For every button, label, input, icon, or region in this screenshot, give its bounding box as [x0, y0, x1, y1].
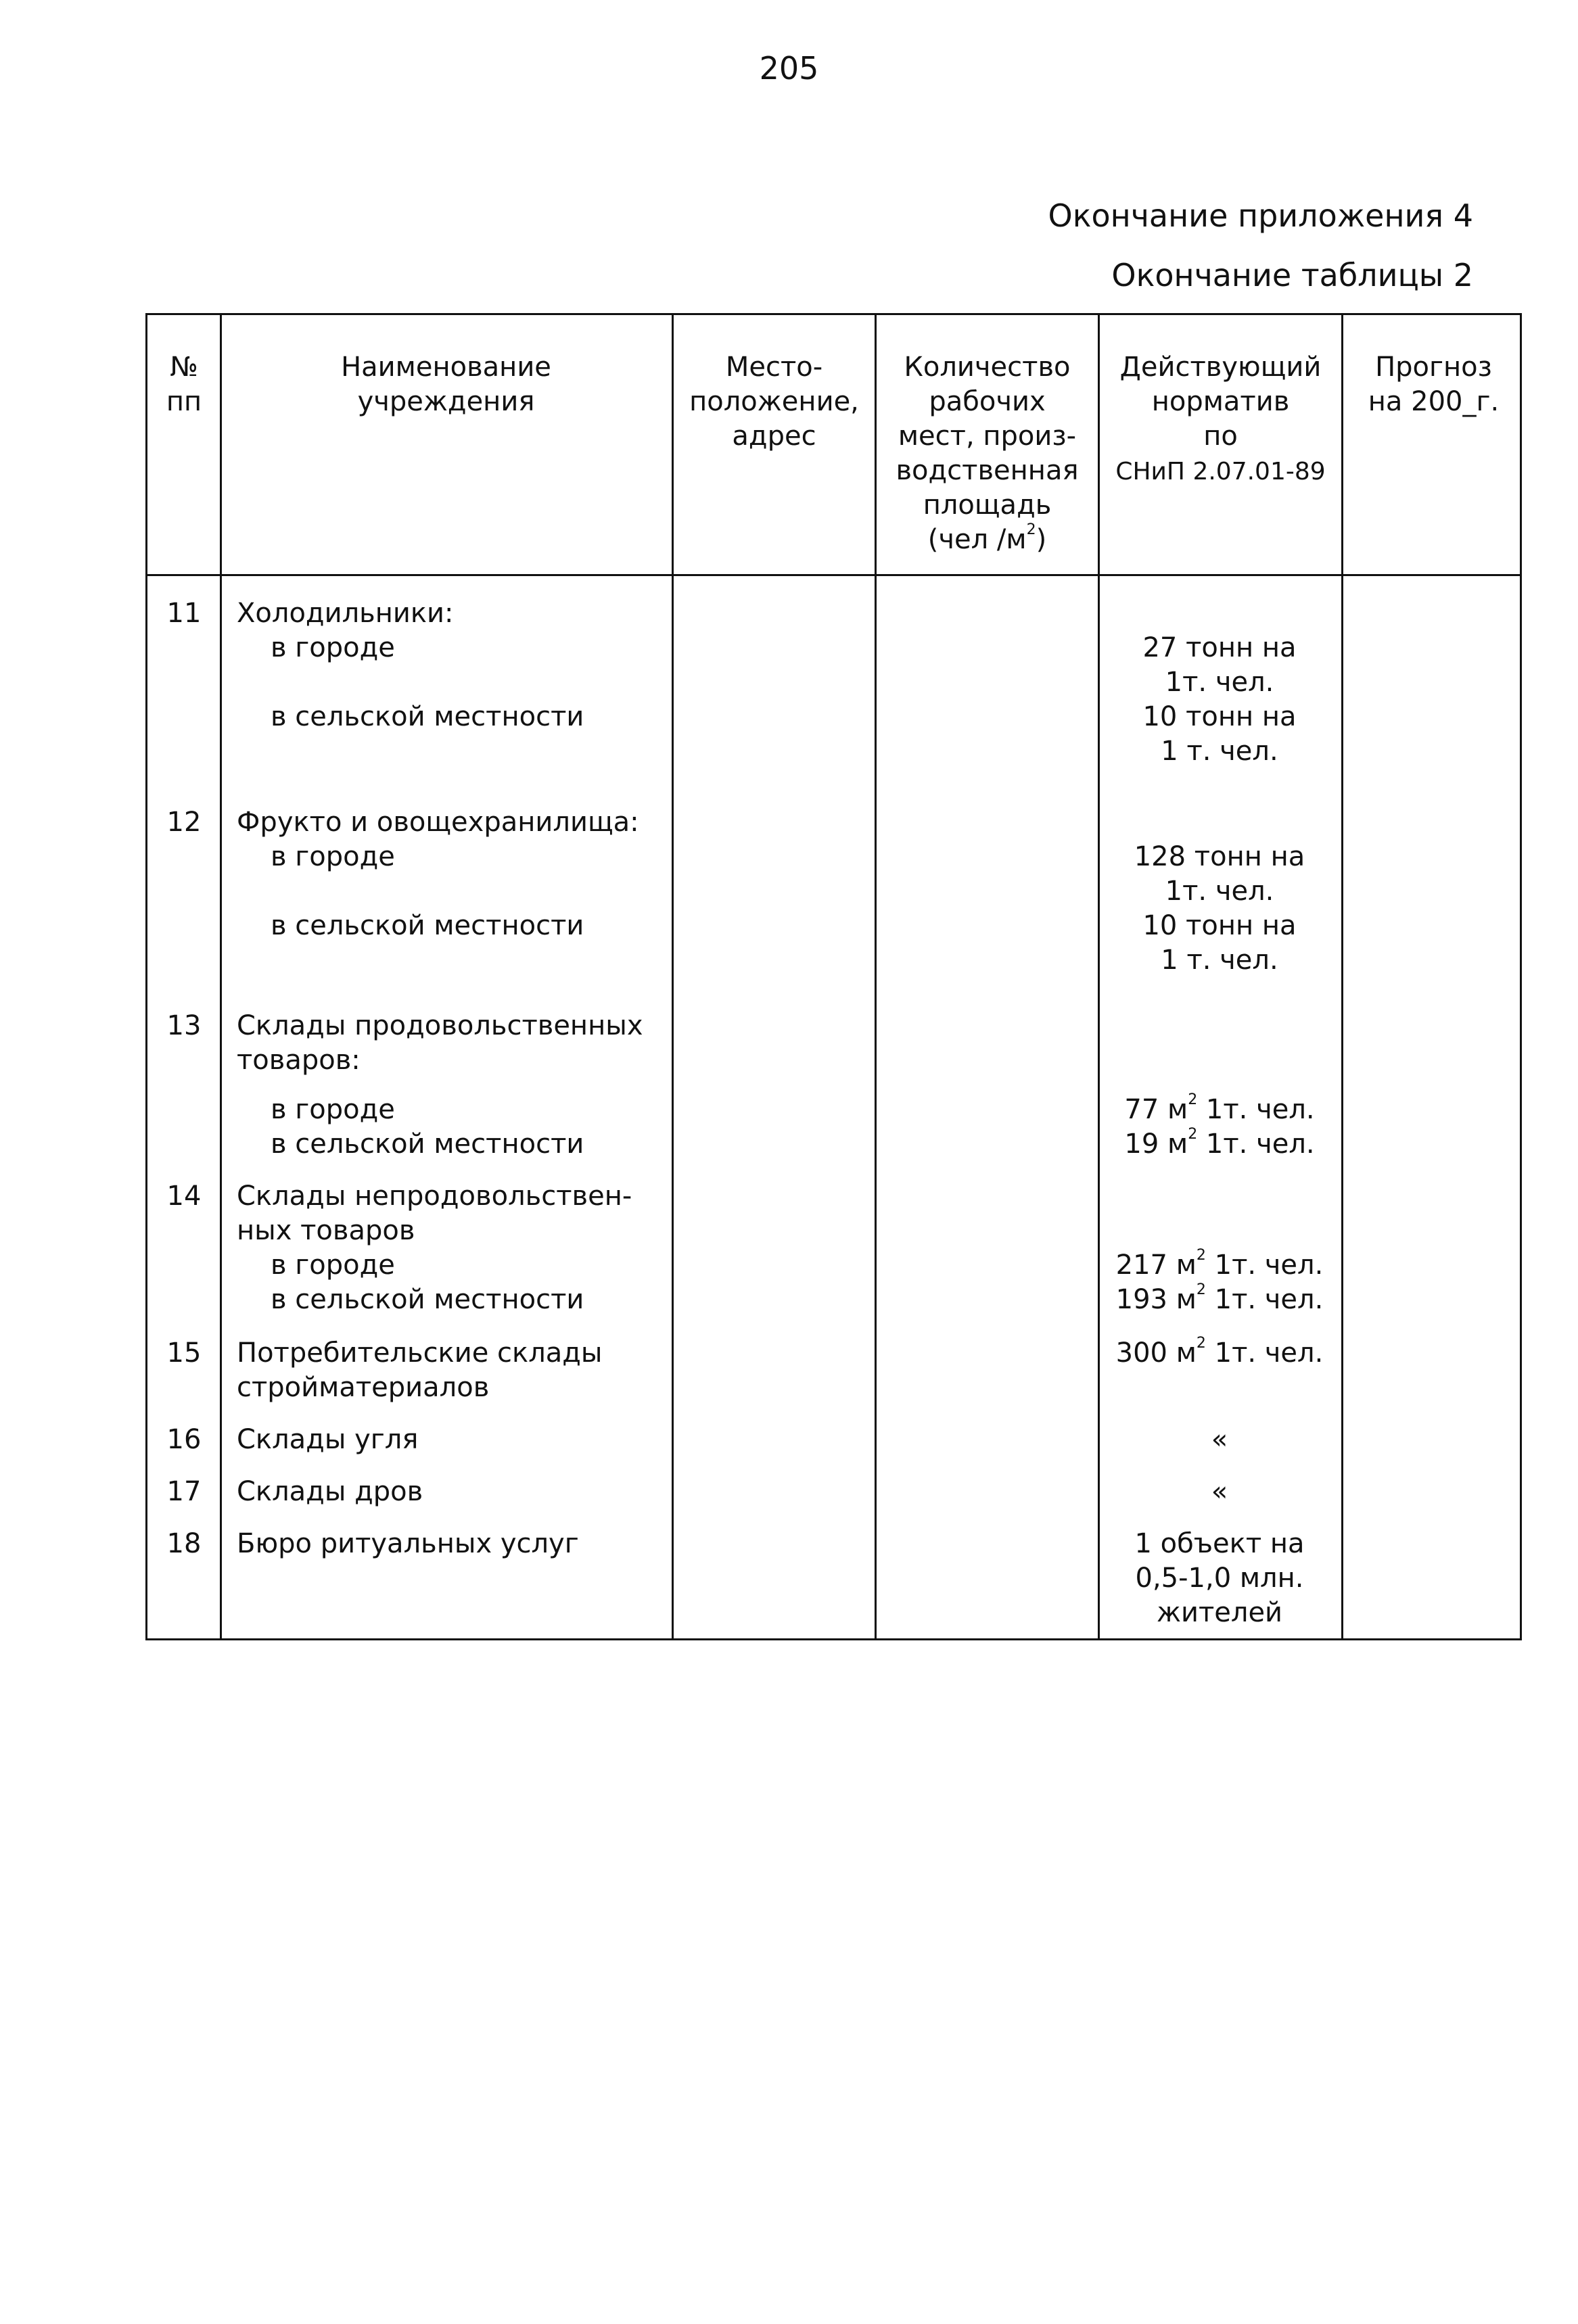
row-title-cont: стройматериалов [237, 1372, 490, 1403]
norm-sup: 2 [1196, 1281, 1206, 1299]
norm-sup: 2 [1188, 1091, 1198, 1109]
header-jobs-sup: 2 [1026, 521, 1036, 539]
row-norm-ditto: « [1211, 1476, 1228, 1507]
appendix-heading: Окончание приложения 4 [1048, 197, 1473, 234]
row-norm [1098, 1336, 1341, 1371]
norm-unit: 1т. чел. [1197, 1094, 1315, 1125]
norm-line: 1т. чел. [1165, 667, 1274, 698]
row-name: Склады угля [237, 1424, 419, 1455]
row-sub-city: в городе [271, 1094, 395, 1125]
norm-unit: 1т. чел. [1205, 1337, 1324, 1369]
row-name [237, 1179, 676, 1317]
header-jobs-text: Количество рабочих мест, произ- водственная площадь (чел /м [896, 352, 1079, 555]
row-number: 12 [166, 807, 202, 838]
table-heading: Окончание таблицы 2 [1111, 257, 1473, 293]
norm-line: 1т. чел. [1165, 876, 1274, 907]
row-title: Склады непродовольствен- [237, 1181, 632, 1212]
norm-line [1098, 1248, 1341, 1283]
row-title-cont: ных товаров [237, 1215, 415, 1246]
norm-value: 193 м [1115, 1284, 1197, 1315]
norm-value: 77 м [1124, 1094, 1188, 1125]
row-name [237, 596, 676, 734]
row-name [237, 805, 676, 943]
norm-line: 0,5-1,0 млн. [1135, 1563, 1304, 1594]
row-number: 13 [166, 1010, 202, 1041]
norm-line: 10 тонн на [1142, 910, 1297, 941]
row-title: Фрукто и овощехранилища: [237, 807, 639, 838]
norm-unit: 1т. чел. [1205, 1284, 1324, 1315]
header-norm-text: Действующий норматив по [1119, 352, 1322, 452]
row-sub-rural: в сельской местности [271, 701, 584, 732]
norm-line: 1 объект на [1134, 1528, 1305, 1559]
row-number: 11 [166, 598, 202, 629]
row-norm [1098, 1009, 1341, 1162]
norm-value: 19 м [1124, 1129, 1188, 1160]
row-sub-rural: в сельской местности [271, 1129, 584, 1160]
header-norm [1100, 350, 1341, 489]
norm-line [1098, 1093, 1341, 1127]
row-name: Склады дров [237, 1476, 423, 1507]
row-norm-ditto: « [1211, 1424, 1228, 1455]
norm-sup: 2 [1196, 1335, 1206, 1352]
norm-line [1098, 1283, 1341, 1317]
header-forecast: Прогноз на 200_г. [1368, 352, 1500, 417]
norm-line: 10 тонн на [1142, 701, 1297, 732]
row-number: 17 [166, 1476, 202, 1507]
row-number: 15 [166, 1337, 202, 1369]
row-title: Потребительские склады [237, 1337, 603, 1369]
row-sub-city: в городе [271, 632, 395, 663]
row-title-cont: товаров: [237, 1045, 361, 1076]
row-number: 16 [166, 1424, 202, 1455]
row-norm [1098, 1527, 1341, 1630]
row-name: Бюро ритуальных услуг [237, 1528, 579, 1559]
row-norm [1098, 596, 1341, 769]
header-norm-snip: СНиП 2.07.01-89 [1115, 458, 1326, 485]
row-norm [1098, 805, 1341, 978]
row-sub-rural: в сельской местности [271, 1284, 584, 1315]
norm-value: 300 м [1115, 1337, 1197, 1369]
norm-line: 1 т. чел. [1161, 736, 1278, 767]
header-jobs [877, 350, 1098, 557]
row-norm [1098, 1179, 1341, 1317]
norm-unit: 1т. чел. [1205, 1250, 1324, 1281]
row-sub-city: в городе [271, 1250, 395, 1281]
page-number: 205 [759, 50, 819, 87]
header-name: Наименование учреждения [341, 352, 551, 417]
standards-table [145, 313, 1522, 1640]
header-num: № пп [166, 352, 202, 417]
header-jobs-tail: ) [1036, 524, 1047, 555]
norm-line: жителей [1156, 1597, 1283, 1628]
row-name [237, 1336, 676, 1405]
norm-value: 217 м [1115, 1250, 1197, 1281]
norm-line: 27 тонн на [1142, 632, 1297, 663]
row-name [237, 1009, 676, 1162]
norm-line [1098, 1127, 1341, 1162]
row-sub-rural: в сельской местности [271, 910, 584, 941]
row-sub-city: в городе [271, 841, 395, 872]
norm-line: 1 т. чел. [1161, 945, 1278, 976]
row-number: 18 [166, 1528, 202, 1559]
row-title: Склады продовольственных [237, 1010, 643, 1041]
header-location: Место- положение, адрес [689, 352, 859, 452]
row-number: 14 [166, 1181, 202, 1212]
row-title: Холодильники: [237, 598, 454, 629]
norm-line: 128 тонн на [1134, 841, 1305, 872]
norm-sup: 2 [1196, 1247, 1206, 1264]
norm-unit: 1т. чел. [1197, 1129, 1315, 1160]
norm-line [1098, 1336, 1341, 1371]
norm-sup: 2 [1188, 1126, 1198, 1143]
